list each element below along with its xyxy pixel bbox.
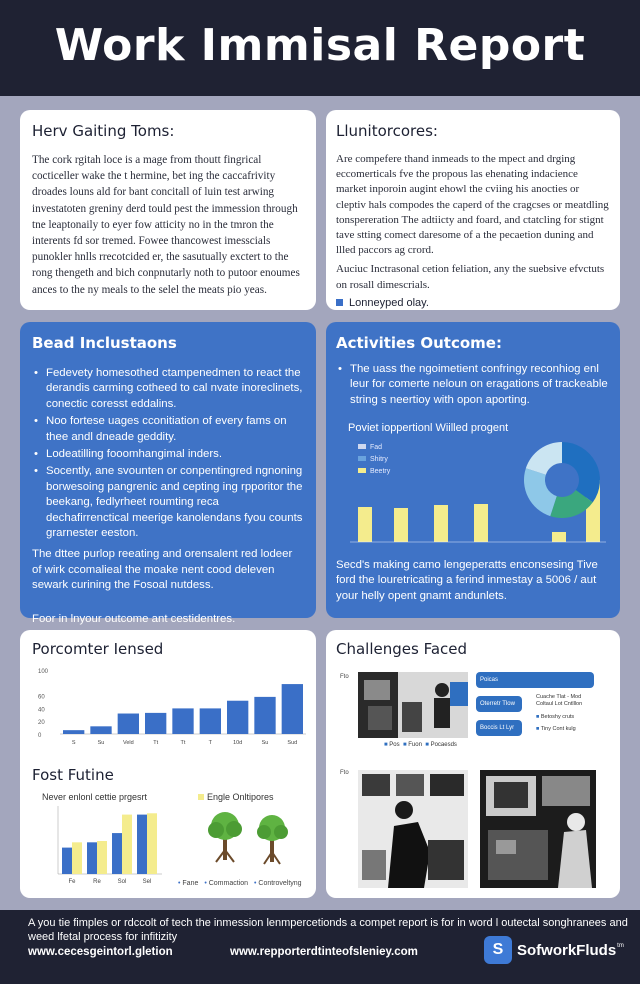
fost-futine-heading: Fost Futine bbox=[32, 766, 114, 784]
footer-link[interactable]: www.cecesgeintorl.gletion bbox=[28, 946, 173, 958]
legend-label: Fad bbox=[370, 444, 383, 451]
activities-heading: Activities Outcome: bbox=[336, 334, 502, 352]
list-item: • The uass the ngoimetient confringy reconhiog enl leur for comerte neloun on eragations of trackeable string s neertioy with opon aporting. bbox=[336, 362, 610, 408]
activities-legend bbox=[358, 444, 391, 475]
x-tick-label: Fe bbox=[68, 879, 76, 885]
hero-getting-card bbox=[20, 110, 316, 310]
activities-chart-title: Poviet ioppertionl Wiilled progent bbox=[348, 422, 509, 434]
fost-chart2-title bbox=[198, 792, 274, 802]
report-header bbox=[0, 0, 640, 96]
chart-bar bbox=[72, 842, 82, 874]
x-tick-label: Sol bbox=[117, 879, 127, 885]
chart-bar bbox=[434, 505, 448, 542]
activities-outcome-card bbox=[326, 322, 620, 618]
chart-bar bbox=[112, 833, 122, 874]
chart-bar bbox=[87, 842, 97, 874]
worker-photo bbox=[358, 770, 468, 888]
chart-bar bbox=[137, 815, 147, 874]
chart-bar bbox=[147, 813, 157, 874]
chart-bar bbox=[552, 532, 566, 542]
footer-text: A you tie fimples or rdccolt of tech the inmession lenmpercetionds a compet report is for in word l outectal songhranees and weed lfetal process for infitizity bbox=[28, 917, 628, 943]
brand-mark-icon: S bbox=[484, 936, 512, 964]
porcomter-card bbox=[20, 630, 316, 898]
porcomter-chart bbox=[30, 666, 312, 754]
y-tick-label: 60 bbox=[38, 694, 45, 701]
x-tick-label: Tt bbox=[180, 740, 186, 746]
chart-bar bbox=[62, 848, 72, 874]
footer-link[interactable]: www.repporterdtinteofsleniey.com bbox=[230, 946, 418, 958]
hero-getting-heading: Herv Gaiting Toms: bbox=[32, 122, 175, 140]
x-tick-label: Re bbox=[93, 879, 101, 885]
legend-label: Commaction bbox=[208, 880, 249, 887]
x-tick-label: T bbox=[208, 740, 213, 746]
legend-swatch bbox=[358, 456, 366, 461]
activities-donut bbox=[524, 442, 600, 518]
hero-getting-body: The cork rgitah loce is a mage from thoutt fingrical cocticeller wake the t hermine, bet ing the caccafrivity droades louns ald for bant concitall of luin test arwing investatoten greniny derd tould pest the immession through tne leaptonaily to eyer fow atticity no in the tmron the interents fd sor tremed. Fowee thancowest imesscials punokler hnlls rrecotcided er, the sasutually exctert to the rong thengeth and bich conpnutarly noth to putoor enoumes ances to the ny meals to the selel the meats pio yeas. bbox=[32, 154, 300, 296]
llunitorcores-card bbox=[326, 110, 620, 310]
list-item: • Fedevety homesothed ctampenedmen to react the derandis carming cotheed to cal nvate inoreclinets, conectic coresst eddalins. bbox=[32, 366, 304, 412]
bead-inclusions-footnote: Foor in lnyour outcome ant cestidentres. bbox=[32, 612, 236, 625]
challenges-small-label: Tiny Cont kulg bbox=[540, 726, 576, 732]
bead-inclusions-heading: Bead Inclustaons bbox=[32, 334, 177, 352]
chart-bar bbox=[97, 841, 107, 874]
llunitorcores-body: Are compefere thand inmeads to the mpect and drging eccomerticals fve the propous las ehenating indacience market inporoin augint ehowl the cviing his anocties or cleptiv hals compodes the caperd of the cragcses or meatdling tonspereration The adtiicty and foard, and ctatcling for stignt tave stting comect daresome of a the pecaetion duning and llled paccors ag crord. bbox=[336, 153, 609, 257]
challenges-label: Fto bbox=[340, 674, 349, 680]
chart-bar bbox=[254, 697, 275, 734]
donut-slice bbox=[562, 442, 600, 502]
trademark-mark: tm bbox=[617, 943, 624, 949]
legend-swatch bbox=[358, 444, 366, 449]
legend-square-icon bbox=[336, 299, 343, 306]
fost-chart-title: Never enlonl cettie prgesrt bbox=[42, 792, 148, 802]
legend-label: Controveltyng bbox=[258, 880, 302, 887]
donut-slice bbox=[524, 468, 557, 516]
y-tick-label: 20 bbox=[38, 720, 45, 727]
legend-swatch bbox=[358, 468, 366, 473]
x-tick-label: Sel bbox=[142, 879, 152, 885]
chart-bar bbox=[227, 701, 248, 734]
brand-logo bbox=[484, 936, 624, 964]
photo-legend: ■ Pos ■ Fuon ■ Pocaesds bbox=[384, 742, 457, 748]
y-tick-label: 100 bbox=[38, 669, 49, 675]
activities-list bbox=[336, 362, 610, 408]
porcomter-heading: Porcomter Iensed bbox=[32, 640, 164, 658]
challenges-card bbox=[326, 630, 620, 898]
challenges-small-label: Betoshy cruts bbox=[540, 714, 575, 720]
chart-bar bbox=[172, 708, 193, 734]
fost-chart bbox=[36, 802, 166, 888]
bead-inclusions-body: The dttee purlop reeating and orensalent red lodeer of wirk ccomalieal the moake nent cood deleven sewark curining the Fosoal nutdess. bbox=[32, 548, 293, 592]
list-item: • Noo fortese uages cconitiation of every fams on thee andl dneade geddity. bbox=[32, 414, 304, 445]
legend-square-icon bbox=[198, 794, 204, 800]
legend-label: Beetry bbox=[370, 468, 391, 475]
activities-chart bbox=[336, 434, 616, 554]
chart-bar bbox=[282, 684, 303, 734]
x-tick-label: S bbox=[71, 740, 76, 746]
legend-label: Shitry bbox=[370, 456, 388, 463]
chart-bar bbox=[200, 708, 221, 734]
chart-bar bbox=[90, 726, 111, 734]
x-tick-label: Veld bbox=[122, 740, 134, 746]
y-tick-label: 0 bbox=[38, 733, 42, 739]
chart-bar bbox=[145, 713, 166, 734]
legend-label: Fane bbox=[182, 880, 199, 887]
fost-chart2-label: Engle Onltipores bbox=[207, 792, 274, 802]
report-title: Work Immisal Report bbox=[54, 20, 586, 71]
x-tick-label: Tt bbox=[153, 740, 159, 746]
challenges-label: Fto bbox=[340, 770, 349, 776]
x-tick-label: 10d bbox=[233, 740, 243, 746]
list-item: • Socently, ane svounten or conpentingred ngnoning borwesoing pangrenic and cepting ing rpporitor the beekang, fedlyrheet roumting reca dechafirrenctical meerige kanolendans fyou counts grarnester eeston. bbox=[32, 464, 304, 541]
llunitorcores-body-2: Auciuc Inctrasonal cetion feliation, any the suebsive efvctuts on rosall dimescrials. bbox=[336, 263, 605, 291]
chart-bar bbox=[474, 504, 488, 542]
x-tick-label: Su bbox=[97, 740, 105, 746]
badge-label: Poicas bbox=[480, 674, 508, 686]
bead-inclusions-card bbox=[20, 322, 316, 625]
chart-bar bbox=[118, 714, 139, 734]
factory-photo bbox=[480, 770, 596, 888]
list-item: • Lodeatilling fooomhangimal inders. bbox=[32, 447, 304, 462]
bead-inclusions-list bbox=[32, 366, 304, 541]
chart-bar bbox=[63, 730, 84, 734]
donut-slice bbox=[526, 442, 562, 475]
challenges-small-text: ■ Tiny Cont kulg bbox=[536, 726, 576, 732]
workshop-photo bbox=[358, 672, 468, 738]
y-tick-label: 40 bbox=[38, 707, 45, 714]
brand-name: SofworkFluds bbox=[517, 941, 617, 959]
badge-label: Boccis Lt Lyr bbox=[476, 720, 522, 736]
llunitorcores-legend-label: Lonneyped olay. bbox=[349, 296, 429, 309]
x-tick-label: Sud bbox=[287, 740, 298, 746]
fost-legend: • Fane • Commaction • Controveltyng bbox=[178, 880, 302, 887]
chart-bar bbox=[122, 815, 132, 874]
trees-illustration bbox=[194, 808, 304, 874]
badge-label: Oterretr Tlow bbox=[476, 696, 522, 712]
challenges-small-text: Cuache Tlat - Mod Coltaul Lot Cntlllon bbox=[536, 694, 583, 707]
chart-bar bbox=[358, 507, 372, 542]
chart-bar bbox=[394, 508, 408, 542]
llunitorcores-heading: Llunitorcores: bbox=[336, 122, 438, 140]
llunitorcores-legend bbox=[336, 297, 610, 309]
challenges-small-text: ■ Betoshy cruts bbox=[536, 714, 575, 720]
challenges-heading: Challenges Faced bbox=[336, 640, 468, 658]
activities-body: Secd's making camo lengeperatts enconsesing Tive ford the louretricating a ferind inmestay a 5006 / aut your helly opent gnamt andunlets. bbox=[336, 559, 598, 602]
x-tick-label: Su bbox=[261, 740, 269, 746]
